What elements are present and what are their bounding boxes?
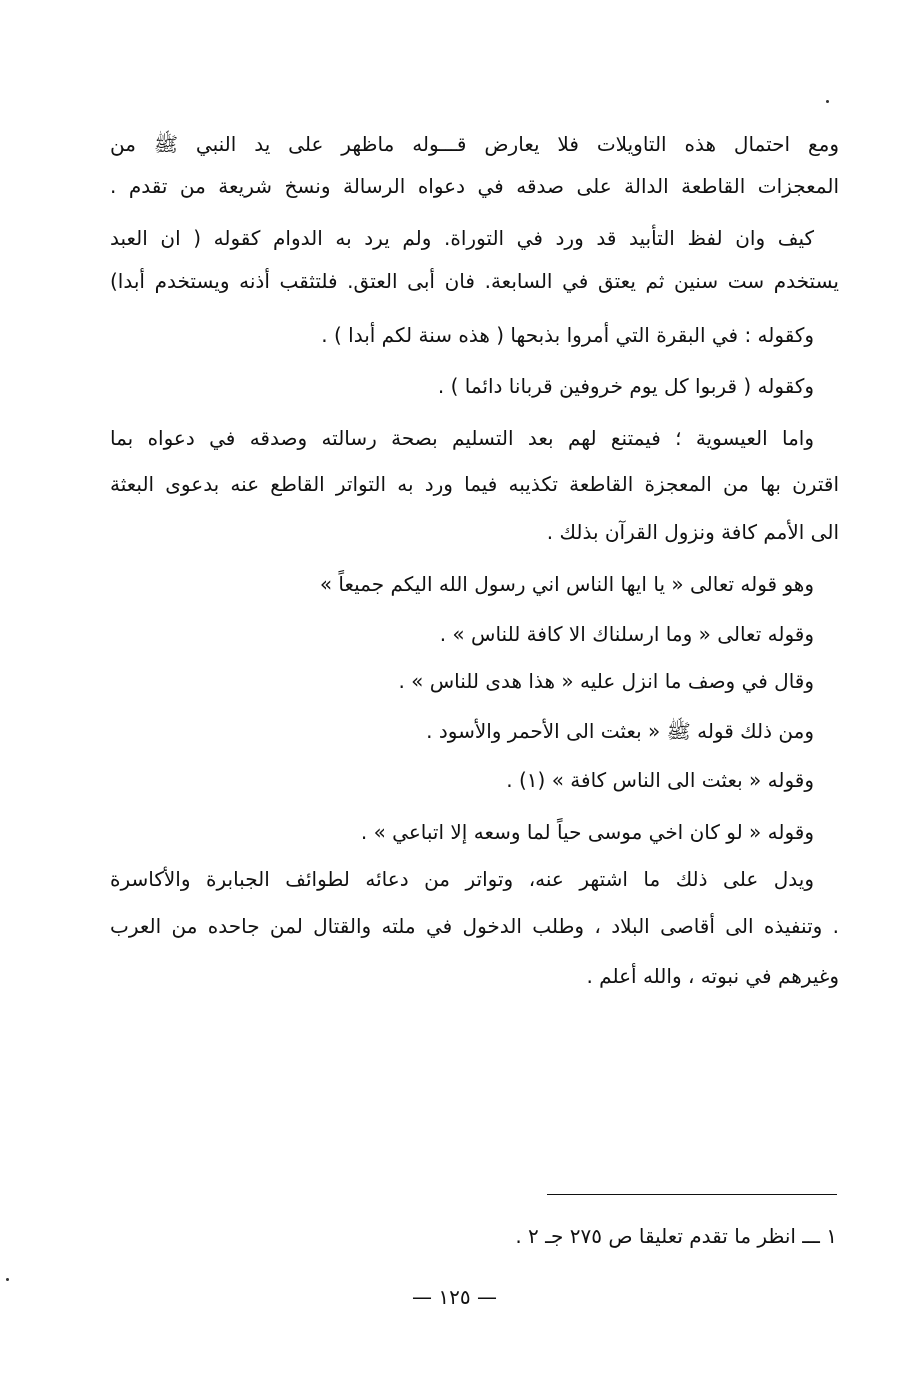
stray-mark (826, 100, 829, 103)
body-line: اقترن بها من المعجزة القاطعة تكذيبه فيما ورد به التواتر القاطع عنه بدعوى البعثة (110, 472, 839, 496)
body-line: وكقوله : في البقرة التي أمروا بذبحها ( هذه سنة لكم أبدا ) . (321, 323, 814, 347)
body-line: . وتنفيذه الى أقاصى البلاد ، وطلب الدخول في ملته والقتال لمن جاحده من العرب (110, 914, 839, 938)
body-line: ومع احتمال هذه التاويلات فلا يعارض قـــوله ماظهر على يد النبي ﷺ من (110, 132, 839, 156)
body-line: وقوله تعالى « وما ارسلناك الا كافة للناس » . (439, 622, 814, 646)
body-line: ومن ذلك قوله ﷺ « بعثت الى الأحمر والأسود . (426, 719, 814, 743)
body-line: وقوله « لو كان اخي موسى حياً لما وسعه إلا اتباعي » . (360, 820, 814, 844)
body-line: واما العيسوية ؛ فيمتنع لهم بعد التسليم بصحة رسالته وصدقه في دعواه بما (110, 426, 814, 450)
body-line: المعجزات القاطعة الدالة على صدقه في دعواه الرسالة ونسخ شريعة من تقدم . (110, 174, 839, 198)
body-line: يستخدم ست سنين ثم يعتق في السابعة. فان أبى العتق. فلتثقب أذنه ويستخدم أبدا) (110, 269, 839, 293)
body-line: كيف وان لفظ التأبيد قد ورد في التوراة. ولم يرد به الدوام كقوله ( ان العبد (110, 226, 814, 250)
body-line: وقال في وصف ما انزل عليه « هذا هدى للناس » . (398, 669, 814, 693)
body-line: وكقوله ( قربوا كل يوم خروفين قربانا دائما ) . (437, 374, 814, 398)
body-line: وهو قوله تعالى « يا ايها الناس اني رسول الله اليكم جميعاً » (319, 572, 814, 596)
body-line: الى الأمم كافة ونزول القرآن بذلك . (546, 520, 839, 544)
page-number: — ١٢٥ — (412, 1285, 497, 1309)
body-line: وغيرهم في نبوته ، والله أعلم . (586, 964, 839, 988)
body-line: ويدل على ذلك ما اشتهر عنه، وتواتر من دعائه لطوائف الجبابرة والأكاسرة (110, 867, 814, 891)
footnote: ١ ـــ انظر ما تقدم تعليقا ص ٢٧٥ جـ ٢ . (515, 1224, 837, 1248)
stray-mark (6, 1278, 9, 1281)
body-line: وقوله « بعثت الى الناس كافة » (١) . (506, 768, 814, 792)
footnote-separator (547, 1194, 837, 1195)
